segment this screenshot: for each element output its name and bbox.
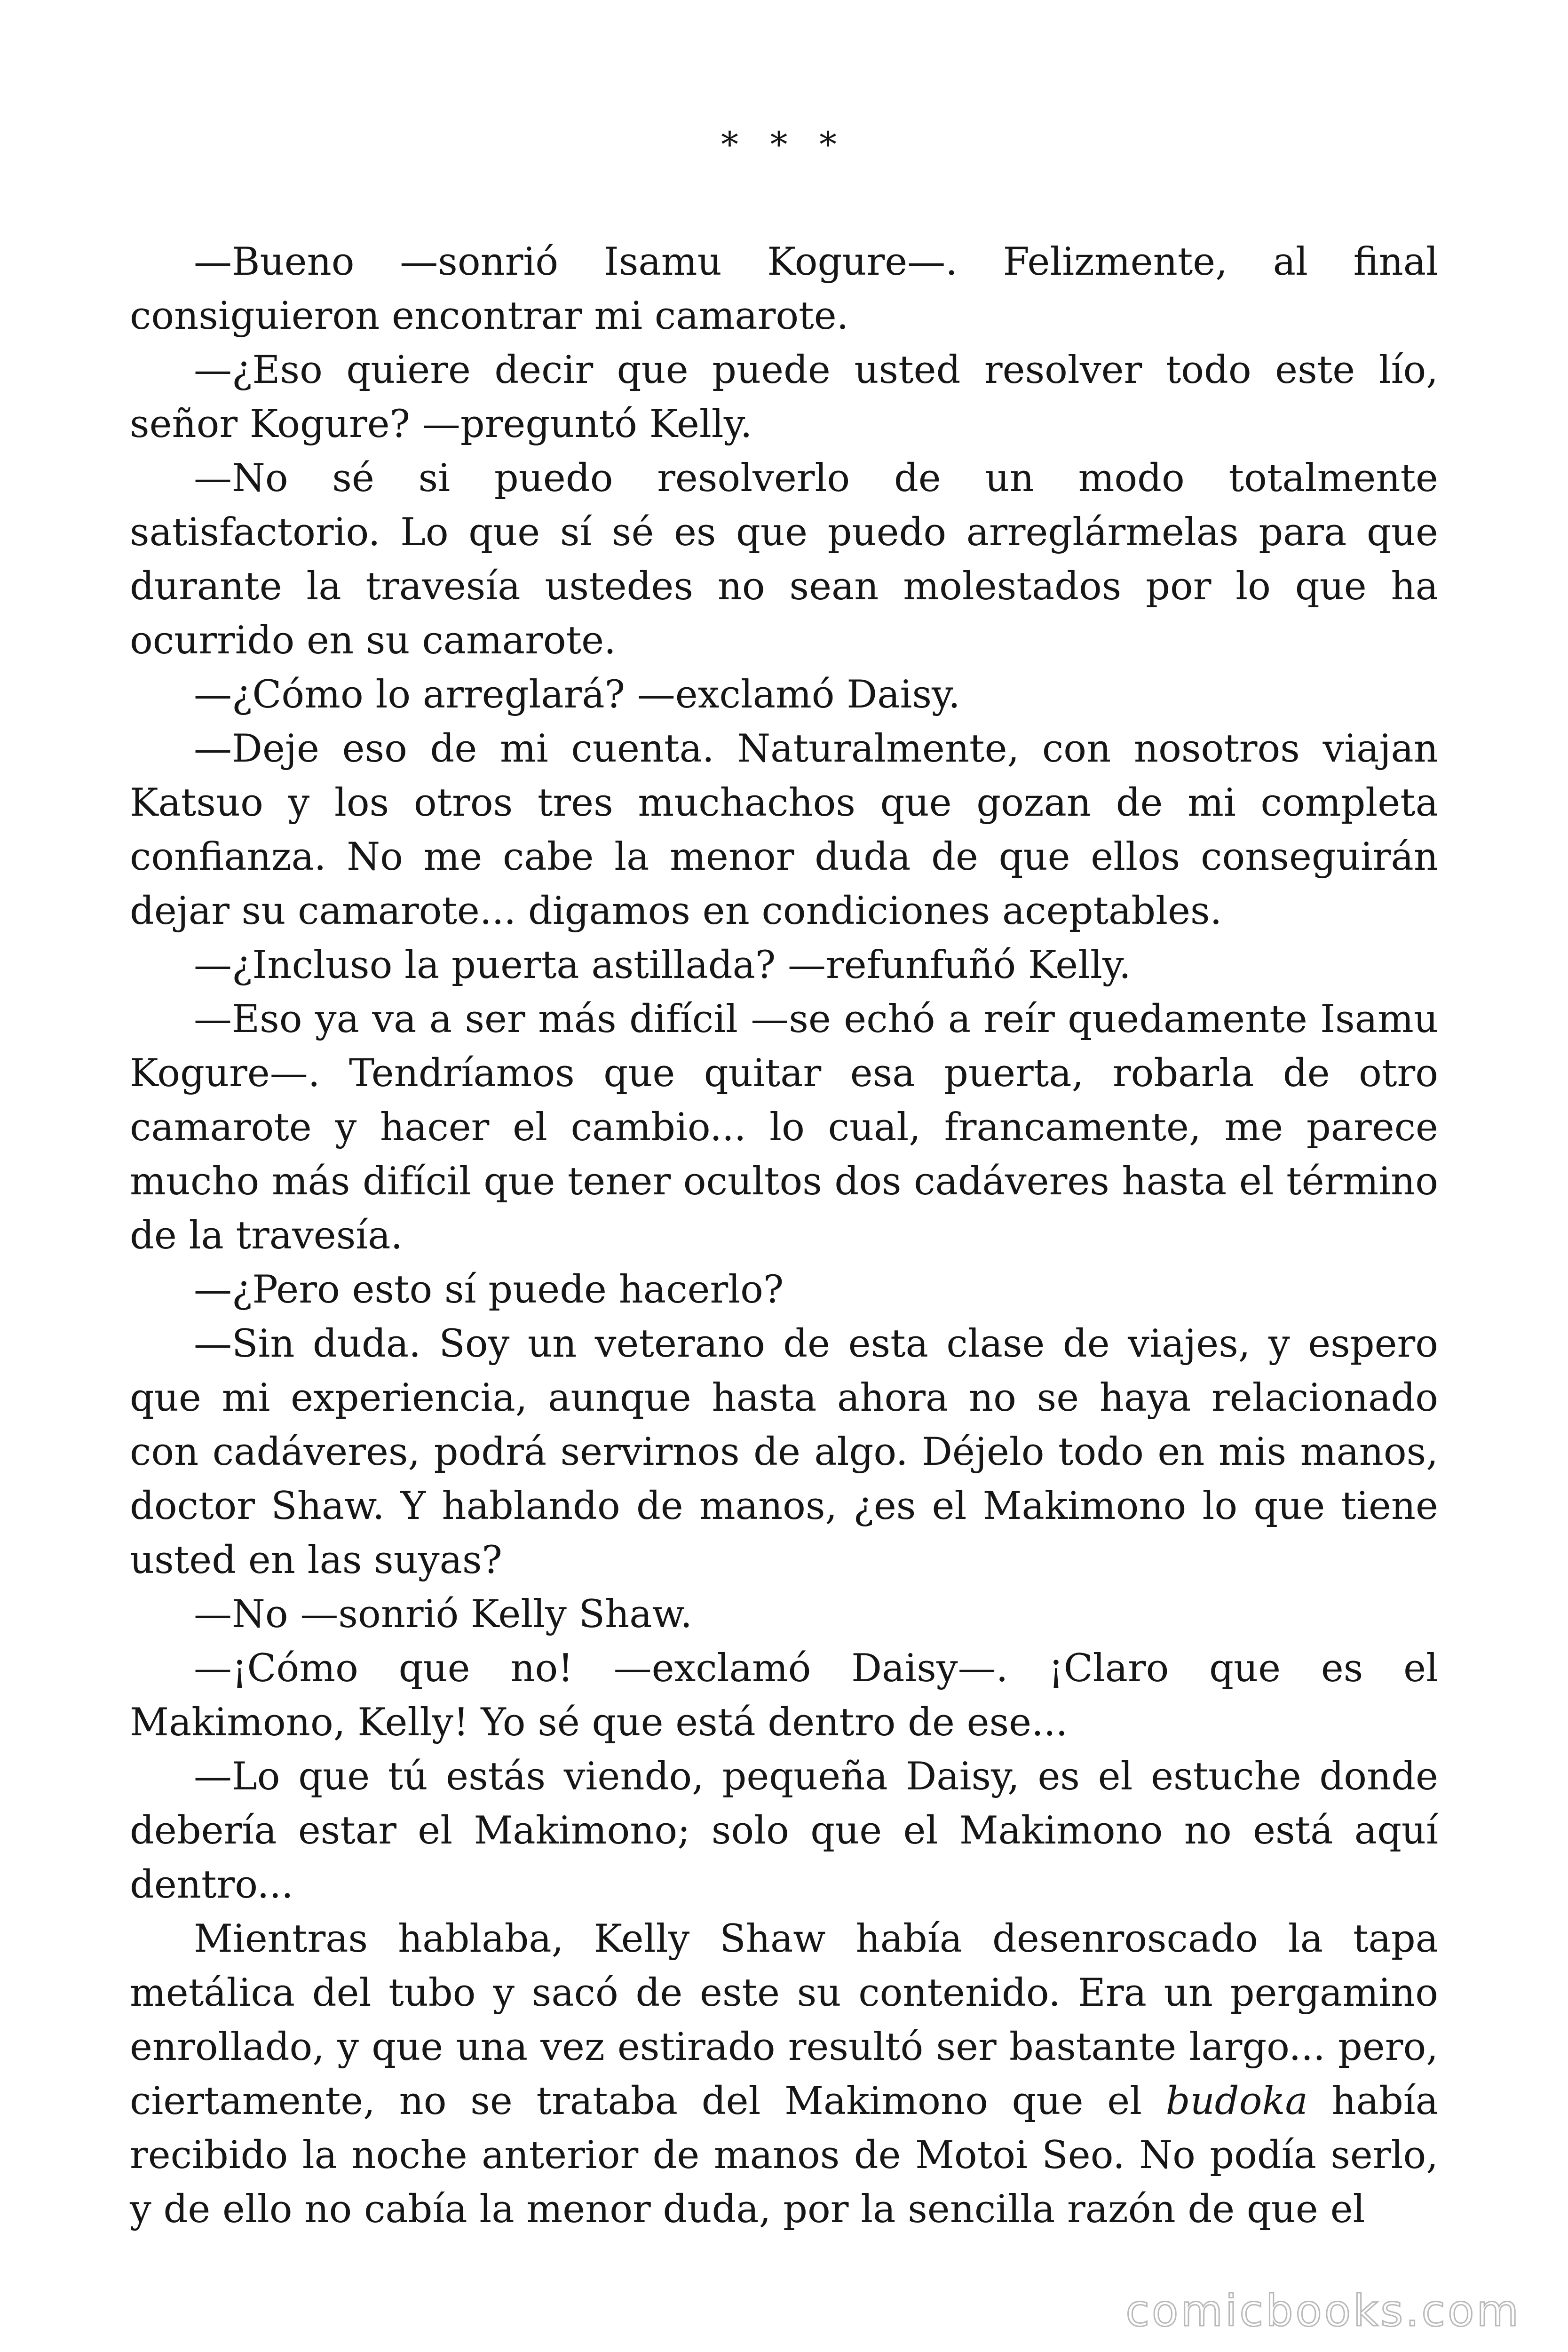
body-text xyxy=(130,235,1438,2237)
paragraph-text: Mientras hablaba, Kelly Shaw había desenroscado la tapa metálica del tubo y sacó de este su contenido. Era un pergamino enrollado, y que una vez estirado resultó ser bastante largo... pero, ciertamente, no se trataba del Makimono que el xyxy=(130,1917,1438,2123)
paragraph: —¿Incluso la puerta astillada? —refunfuñó Kelly. xyxy=(194,943,1131,987)
paragraph: —Bueno —sonrió Isamu Kogure—. Felizmente, al final consiguieron encontrar mi camarote. xyxy=(130,240,1438,338)
paragraph: —Lo que tú estás viendo, pequeña Daisy, es el estuche donde debería estar el Makimono; solo que el Makimono no está aquí dentro... xyxy=(130,1755,1438,1907)
paragraph: —Deje eso de mi cuenta. Naturalmente, con nosotros viajan Katsuo y los otros tres muchachos que gozan de mi completa confianza. No me cabe la menor duda de que ellos conseguirán dejar su camarote... digamos en condiciones aceptables. xyxy=(130,727,1438,933)
paragraph: —No —sonrió Kelly Shaw. xyxy=(194,1592,693,1637)
paragraph: —¿Cómo lo arreglará? —exclamó Daisy. xyxy=(194,673,960,717)
paragraph: —¿Pero esto sí puede hacerlo? xyxy=(194,1268,784,1312)
scene-separator: * * * xyxy=(721,125,847,165)
watermark: comicbooks.com xyxy=(1125,2286,1521,2336)
paragraph: —Sin duda. Soy un veterano de esta clase de viajes, y espero que mi experiencia, aunque hasta ahora no se haya relacionado con cadáveres, podrá servirnos de algo. Déjelo todo en mis manos, doctor Shaw. Y hablando de manos, ¿es el Makimono lo que tiene usted en las suyas? xyxy=(130,1322,1438,1582)
paragraph-text: había recibido la noche anterior de manos de Motoi Seo. No podía serlo, y de ello no cabía la menor duda, por la sencilla razón de que el xyxy=(130,2079,1438,2232)
paragraph: —Eso ya va a ser más difícil —se echó a reír quedamente Isamu Kogure—. Tendríamos que quitar esa puerta, robarla de otro camarote y hacer el cambio... lo cual, francamente, me parece mucho más difícil que tener ocultos dos cadáveres hasta el término de la travesía. xyxy=(130,997,1438,1258)
paragraph: —No sé si puedo resolverlo de un modo totalmente satisfactorio. Lo que sí sé es que puedo arreglármelas para que durante la travesía ustedes no sean molestados por lo que ha ocurrido en su camarote. xyxy=(130,456,1438,663)
italic-term: budoka xyxy=(1165,2079,1308,2123)
paragraph: —¿Eso quiere decir que puede usted resolver todo este lío, señor Kogure? —preguntó Kelly. xyxy=(130,348,1438,446)
paragraph xyxy=(130,1912,1438,2237)
paragraph: —¡Cómo que no! —exclamó Daisy—. ¡Claro que es el Makimono, Kelly! Yo sé que está dentro de ese... xyxy=(130,1646,1438,1745)
